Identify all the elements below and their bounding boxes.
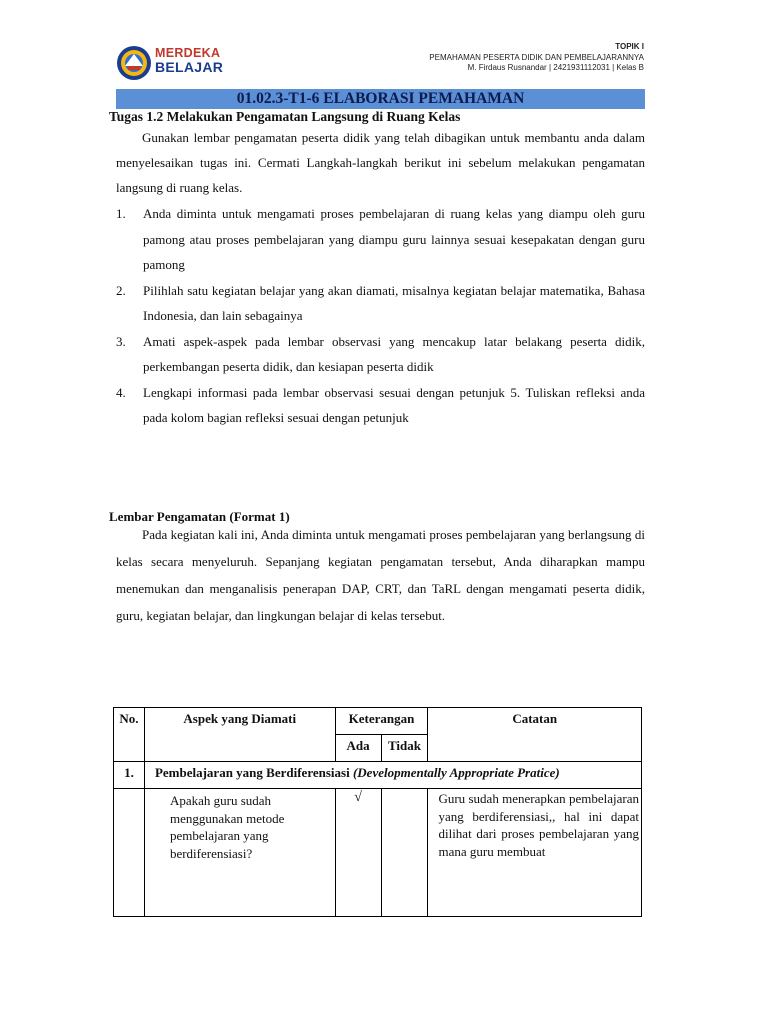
list-item: 1. Anda diminta untuk mengamati proses pembelajaran di ruang kelas yang diampu oleh guru pamong atau proses pembelajaran yang diampu guru lainnya sesuai kesepakatan dengan guru pamong	[116, 206, 645, 272]
list-item: 2. Pilihlah satu kegiatan belajar yang akan diamati, misalnya kegiatan belajar matematika, Bahasa Indonesia, dan lain sebagainya	[116, 282, 645, 323]
header-aspek: Aspek yang Diamati	[144, 708, 335, 762]
logo-wordmark	[155, 46, 223, 74]
table-header-row	[114, 708, 642, 735]
observation-heading: Lembar Pengamatan (Format 1)	[109, 509, 290, 524]
logo-emblem-icon	[116, 44, 152, 82]
logo-line2: BELAJAR	[155, 59, 224, 75]
row-tidak	[381, 789, 428, 917]
section-number: 1.	[114, 762, 145, 789]
header-tidak: Tidak	[381, 735, 428, 762]
row-ada-check: √	[335, 789, 381, 917]
row-number	[114, 789, 145, 917]
observation-table	[113, 707, 642, 917]
list-item: 3. Amati aspek-aspek pada lembar observasi yang mencakup latar belakang peserta didik, perkembangan peserta didik, dan kesiapan peserta didik	[116, 333, 645, 374]
table-row	[114, 789, 642, 917]
header-catatan: Catatan	[428, 708, 642, 762]
topik-label: TOPIK I	[615, 42, 644, 51]
task-steps-list	[116, 201, 645, 431]
header-subtitle: PEMAHAMAN PESERTA DIDIK DAN PEMBELAJARANNYA	[429, 52, 644, 62]
section-title: Pembelajaran yang Berdiferensiasi (Developmentally Appropriate Pratice)	[144, 762, 641, 789]
section-row	[114, 762, 642, 789]
author-line: M. Firdaus Rusnandar | 2421931112031 | Kelas B	[467, 63, 644, 72]
row-aspek: Apakah guru sudah menggunakan metode pembelajaran yang berdiferensiasi?	[144, 789, 335, 917]
row-catatan: Guru sudah menerapkan pembelajaran yang berdiferensiasi,, hal ini dapat dilihat dari proses pembelajaran yang mana guru membuat	[428, 789, 642, 917]
page-title-banner: 01.02.3-T1-6 ELABORASI PEMAHAMAN	[116, 89, 645, 109]
task-heading: Tugas 1.2 Melakukan Pengamatan Langsung di Ruang Kelas	[109, 109, 461, 124]
header-keterangan: Keterangan	[335, 708, 428, 735]
header-no: No.	[114, 708, 145, 762]
header-info	[429, 42, 644, 74]
observation-intro	[116, 521, 645, 629]
logo-line1: MERDEKA	[155, 46, 221, 60]
header-ada: Ada	[335, 735, 381, 762]
list-item: 4. Lengkapi informasi pada lembar observasi sesuai dengan petunjuk 5. Tuliskan refleksi anda pada kolom bagian refleksi sesuai dengan petunjuk	[116, 384, 645, 425]
task-intro	[116, 125, 645, 200]
task-intro-text: Gunakan lembar pengamatan peserta didik yang telah dibagikan untuk membantu anda dalam menyelesaikan tugas ini. Cermati Langkah-langkah berikut ini sebelum melakukan pengamatan langsung di ruang kelas.	[116, 130, 645, 195]
observation-intro-text: Pada kegiatan kali ini, Anda diminta untuk mengamati proses pembelajaran yang berlangsung di kelas secara menyeluruh. Sepanjang kegiatan pengamatan tersebut, Anda diharapkan mampu menemukan dan menganalisis penerapan DAP, CRT, dan TaRL dengan mengamati peserta didik, guru, kegiatan belajar, dan lingkungan belajar di kelas tersebut.	[116, 527, 645, 623]
